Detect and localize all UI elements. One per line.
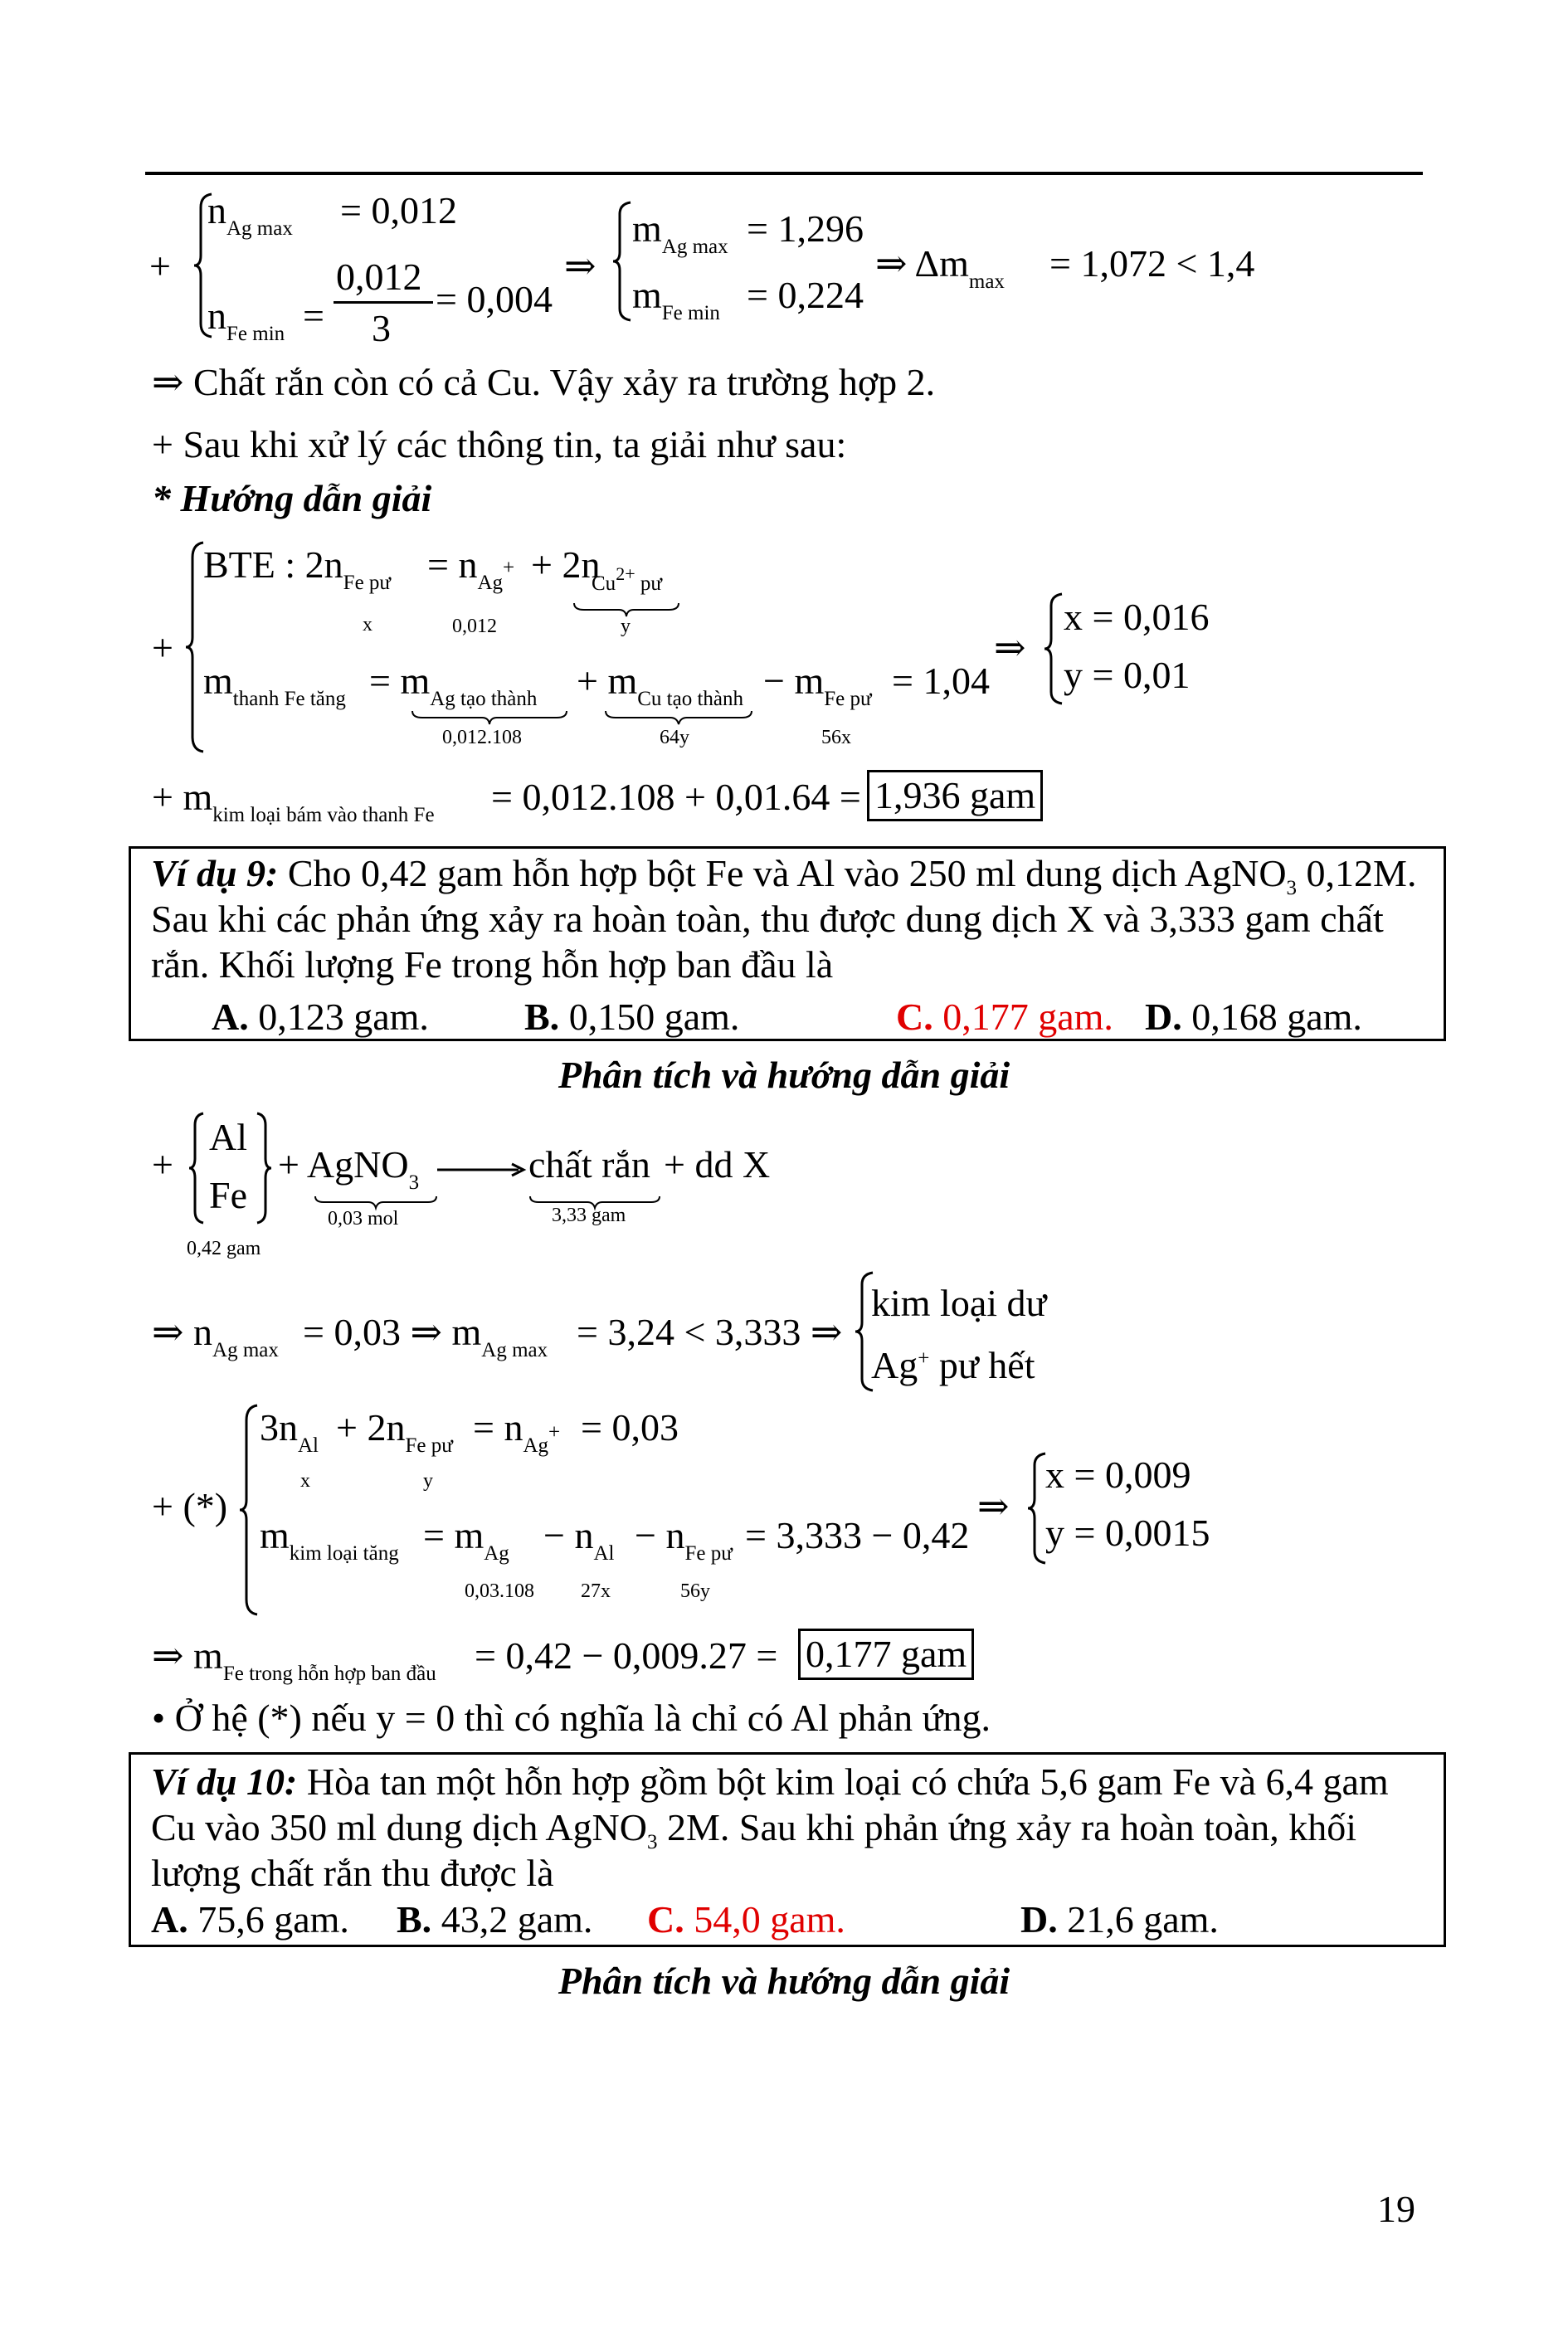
underbrace-ag xyxy=(411,709,568,726)
reactant-brace-right xyxy=(256,1110,274,1226)
delta-m: ⇒ $\Delta m_{max}$ xyxy=(875,242,1005,293)
example9-heading: Phân tích và hướng dẫn giải xyxy=(558,1054,1010,1096)
left-brace-2 xyxy=(610,199,635,324)
example10-line1: Ví dụ 10: Hòa tan một hỗn hợp gồm bột kim loại có chứa 5,6 gam Fe và 6,4 gam xyxy=(151,1760,1389,1803)
fraction-denominator: 3 xyxy=(372,307,391,349)
example10-heading: Phân tích và hướng dẫn giải xyxy=(558,1960,1010,2002)
example10-line3: lượng chất rắn thu được là xyxy=(151,1852,554,1894)
example9-option-c: C. 0,177 gam. xyxy=(896,996,1113,1038)
n-ag-max-value: = 0,012 xyxy=(340,189,457,231)
result-brace xyxy=(1041,591,1066,707)
example10-line2: Cu vào 350 ml dung dịch AgNO$_3$ 2M. Sau khi phản ứng xảy ra hoàn toàn, khối xyxy=(151,1806,1357,1853)
example9-line2: Sau khi các phản ứng xảy ra hoàn toàn, thu được dung dịch X và 3,333 gam chất xyxy=(151,898,1384,940)
page-number: 19 xyxy=(1377,2188,1415,2230)
plus-sign: + xyxy=(149,245,171,287)
m-ag-max: $m_{Ag max}$ xyxy=(632,207,728,258)
answer-box: 1,936 gam xyxy=(867,770,1043,821)
example9-option-d: D. 0,168 gam. xyxy=(1145,996,1362,1038)
m-fe-min-value: = 0,224 xyxy=(747,274,864,316)
m-fe-min: $m_{Fe min}$ xyxy=(632,274,720,324)
delta-m-value: = 1,072 < 1,4 xyxy=(1049,242,1255,285)
example9-option-a: A. 0,123 gam. xyxy=(212,996,429,1038)
example10-option-c: C. 54,0 gam. xyxy=(647,1898,845,1941)
bte-line: BTE : $2n_{Fe pư}$ xyxy=(203,543,391,594)
mass-balance-line: $m_{thanh Fe tăng}$ xyxy=(203,660,346,710)
example9-line1: Ví dụ 9: Cho 0,42 gam hỗn hợp bột Fe và Al vào 250 ml dung dịch AgNO$_3$ 0,12M. xyxy=(151,852,1417,899)
example10-option-d: D. 21,6 gam. xyxy=(1020,1898,1219,1941)
answer-box-2: 0,177 gam xyxy=(798,1629,974,1680)
after-line: + Sau khi xử lý các thông tin, ta giải như sau: xyxy=(152,423,847,465)
fraction-bar xyxy=(334,301,433,304)
guide-heading: * Hướng dẫn giải xyxy=(152,477,432,519)
conclusion-line: ⇒ Chất rắn còn có cả Cu. Vậy xảy ra trường hợp 2. xyxy=(152,361,936,403)
reaction-arrow xyxy=(436,1161,527,1178)
underbrace-cu-mass xyxy=(604,709,753,726)
n-fe-min: $n_{Fe min}$ xyxy=(207,295,285,345)
example9-option-b: B. 0,150 gam. xyxy=(524,996,740,1038)
n-fe-min-value: = 0,004 xyxy=(436,278,553,320)
m-ag-max-value: = 1,296 xyxy=(747,207,864,250)
reactant-brace-left xyxy=(187,1110,205,1226)
example9-line3: rắn. Khối lượng Fe trong hỗn hợp ban đầu là xyxy=(151,943,834,986)
example10-option-a: A. 75,6 gam. xyxy=(151,1898,349,1941)
implies-arrow: ⇒ xyxy=(564,245,597,287)
top-rule xyxy=(145,172,1423,175)
example10-option-b: B. 43,2 gam. xyxy=(397,1898,593,1941)
example9-note: • Ở hệ (*) nếu y = 0 thì có nghĩa là chỉ có Al phản ứng. xyxy=(152,1697,991,1739)
fraction-numerator: 0,012 xyxy=(336,256,422,298)
n-ag-max: $n_{Ag max}$ xyxy=(207,189,293,240)
star-system-brace xyxy=(236,1402,261,1618)
